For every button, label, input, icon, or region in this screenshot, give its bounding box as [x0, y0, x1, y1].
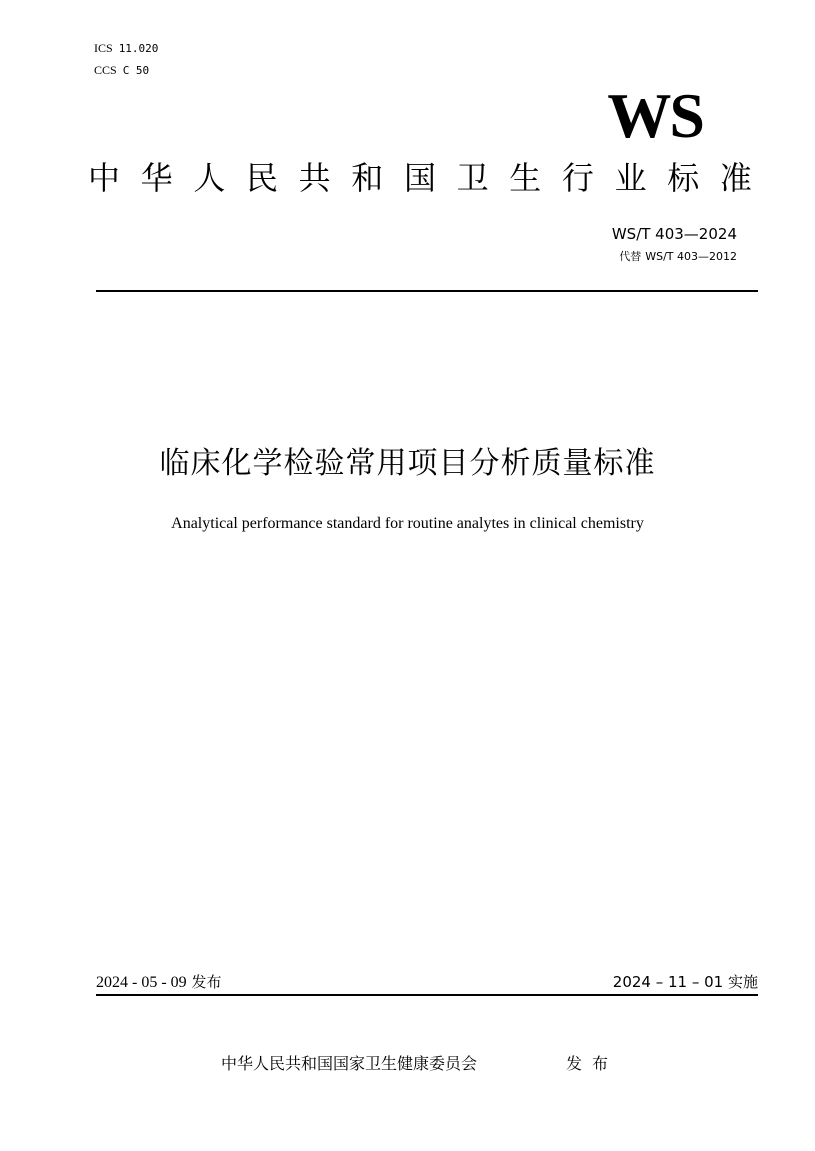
- issue-date-value: 2024 - 05 - 09: [96, 974, 187, 991]
- document-title-en: Analytical performance standard for routine analytes in clinical chemistry: [171, 515, 644, 532]
- heading-char: 准: [719, 159, 752, 197]
- effective-date: [613, 972, 758, 992]
- document-title-cn: 临床化学检验常用项目分析质量标准: [159, 446, 656, 481]
- heading-char: 标: [667, 159, 700, 197]
- effective-date-value: 2024 – 11 – 01: [612, 973, 724, 991]
- ics-code: [94, 41, 158, 56]
- heading-char: 共: [298, 159, 331, 197]
- replaces-line: [619, 250, 737, 264]
- heading-char: 民: [245, 159, 278, 197]
- ws-logo: WS: [607, 80, 703, 151]
- heading-char: 业: [614, 159, 647, 197]
- heading-char: 卫: [456, 159, 489, 197]
- heading-char: 华: [140, 159, 173, 197]
- ccs-code: [94, 63, 149, 78]
- issue-date: [96, 972, 221, 993]
- bottom-divider: [96, 994, 758, 996]
- ics-label: ICS: [94, 41, 113, 55]
- heading-char: 行: [561, 159, 594, 197]
- top-divider: [96, 290, 758, 292]
- issue-label: 发布: [191, 973, 222, 991]
- standard-number: WS/T 403—2024: [611, 225, 737, 243]
- heading-char: 生: [509, 159, 542, 197]
- industry-standard-heading: [88, 156, 752, 200]
- publisher: 中华人民共和国国家卫生健康委员会: [221, 1054, 478, 1073]
- publish-label: 发布: [566, 1054, 619, 1073]
- heading-char: 人: [193, 159, 226, 197]
- heading-char: 国: [403, 159, 436, 197]
- replaces-label: 代替: [619, 250, 642, 263]
- ics-value: 11.020: [118, 42, 159, 55]
- heading-char: 和: [351, 159, 384, 197]
- effective-label: 实施: [727, 973, 758, 991]
- ccs-value: C 50: [122, 64, 150, 77]
- heading-char: 中: [88, 159, 121, 197]
- replaces-number: WS/T 403—2012: [645, 250, 737, 263]
- ccs-label: CCS: [94, 63, 117, 77]
